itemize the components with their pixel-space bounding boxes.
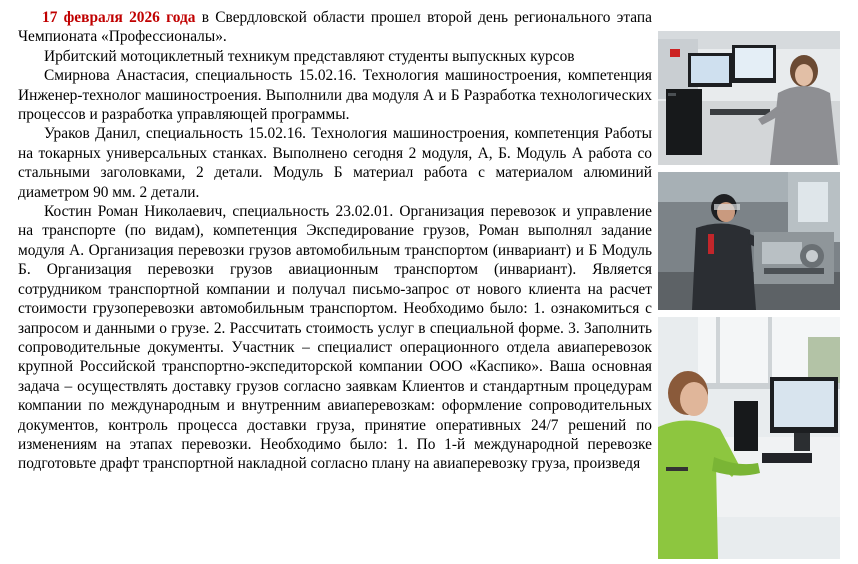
lead-paragraph	[18, 8, 652, 47]
paragraph-smirnova: Смирнова Анастасия, специальность 15.02.16. Технология машиностроения, компетенция Инженер-технолог машиностроения. Выполнили два модуля А и Б Разработка технологических процессов и разработка управляющей программы.	[18, 67, 652, 124]
lead-text: в Свердловской области прошел второй день регионального этапа Чемпионата «Профессионалы».	[18, 9, 652, 46]
article-date: 17 февраля 2026 года	[42, 9, 196, 26]
photo-student-at-computer	[658, 31, 840, 165]
paragraph-urakov: Ураков Данил, специальность 15.02.16. Технология машиностроения, компетенция Работы на токарных универсальных станках. Выполнено сегодня 2 модуля, А, Б. Модуль А работа со стальными заголовками, 2 детали. Модуль Б материал работа с материалом алюминий диаметром 90 мм. 2 детали.	[18, 125, 652, 201]
photo-student-at-lathe	[658, 172, 840, 310]
article-text	[18, 8, 652, 474]
paragraph-kostin: Костин Роман Николаевич, специальность 23.02.01. Организация перевозок и управление на транспорте (по видам), компетенция Экспедирование грузов, Роман выполнял задание модуля А. Организация перевозки грузов автомобильным транспортом (инвариант) и Б Модуль Б. Организация перевозки грузов авиационным транспортом (инвариант). Является сотрудником транспортной компании и получал письмо-запрос от нового клиента на расчет стоимости грузоперевозки автомобильным транспортом. Необходимо было: 1. ознакомиться с запросом и данными о грузе. 2. Рассчитать стоимость услуг в специальной форме. 3. Заполнить сопроводительные документы. Участник – специалист операционного отдела авиаперевозок крупной Российской транспортно-экспедиторской компании ООО «Каспико». Ваша основная задача – осуществлять доставку грузов согласно заявкам Клиентов и стандартным процедурам компании по международным и внутренним авиаперевозкам: оформление сопроводительных документов, контроль процесса доставки груза, принятие оперативных 24/7 решений по изменениям на этапах перевозки. Необходимо было: 1. По 1-й международной перевозке подготовьте драфт транспортной накладной согласно плану на авиаперевозку груза, произведя	[18, 203, 652, 473]
photo-student-at-monitor	[658, 317, 840, 559]
paragraph-college: Ирбитский мотоциклетный техникум представляют студенты выпускных курсов	[44, 47, 575, 65]
